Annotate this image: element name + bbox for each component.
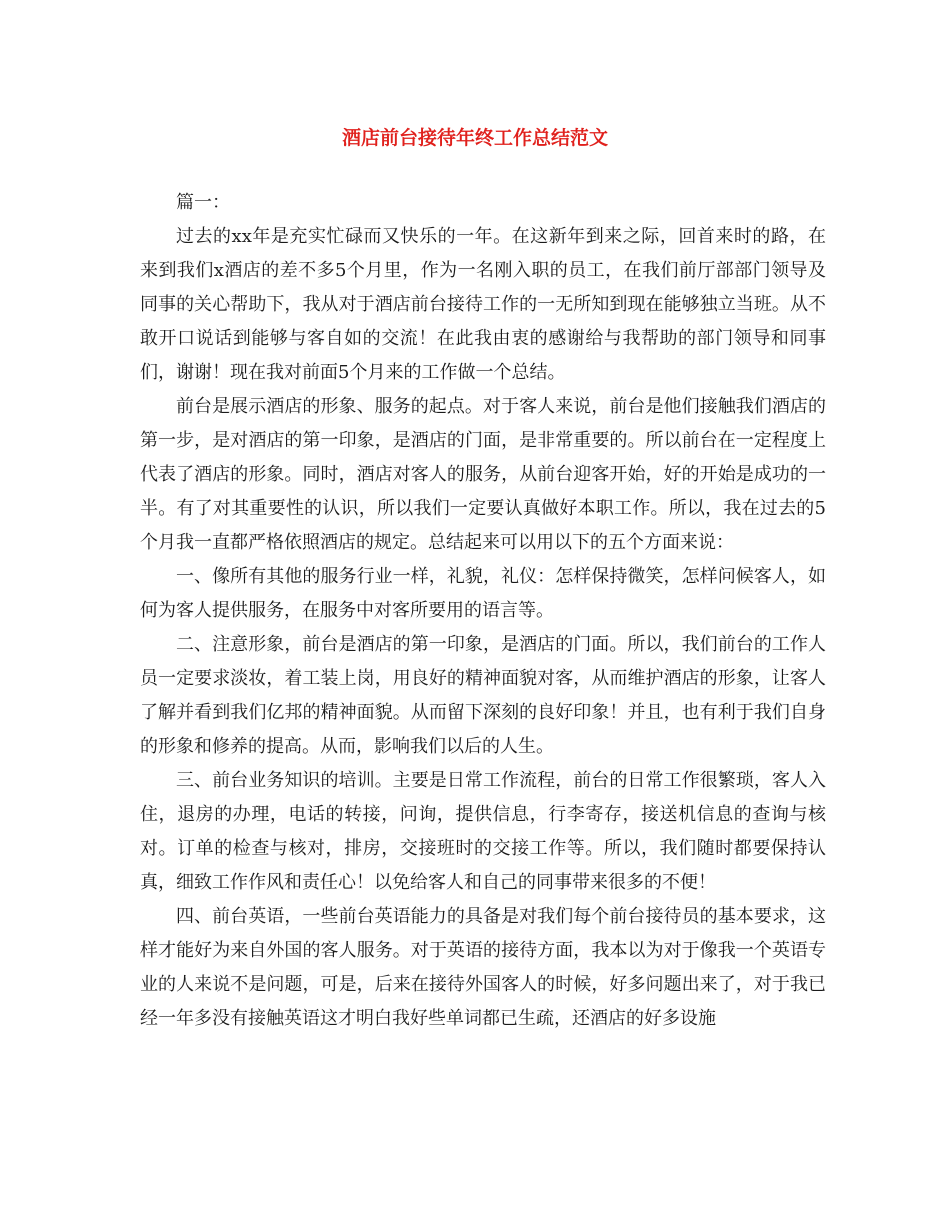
document-title: 酒店前台接待年终工作总结范文 bbox=[341, 127, 608, 149]
paragraph-intro: 过去的xx年是充实忙碌而又快乐的一年。在这新年到来之际，回首来时的路，在来到我们x酒店的差不多5个月里，作为一名刚入职的员工，在我们前厅部部门领导及同事的关心帮助下，我从对于酒店前台接待工作的一无所知到现在能够独立当班。从不敢开口说话到能够与客自如的交流！在此我由衷的感谢给与我帮助的部门领导和同事们，谢谢！现在我对前面5个月来的工作做一个总结。 bbox=[140, 226, 826, 383]
document-body bbox=[140, 186, 826, 1036]
paragraph-point-1: 一、像所有其他的服务行业一样，礼貌，礼仪：怎样保持微笑，怎样问候客人，如何为客人提供服务，在服务中对客所要用的语言等。 bbox=[140, 566, 826, 621]
paragraph-point-4: 四、前台英语，一些前台英语能力的具备是对我们每个前台接待员的基本要求，这样才能好为来自外国的客人服务。对于英语的接待方面，我本以为对于像我一个英语专业的人来说不是问题，可是，后来在接待外国客人的时候，好多问题出来了，对于我已经一年多没有接触英语这才明白我好些单词都已生疏，还酒店的好多设施 bbox=[140, 906, 826, 1029]
paragraph-point-3: 三、前台业务知识的培训。主要是日常工作流程，前台的日常工作很繁琐，客人入住，退房的办理，电话的转接，问询，提供信息，行李寄存，接送机信息的查询与核对。订单的检查与核对，排房，交接班时的交接工作等。所以，我们随时都要保持认真，细致工作作风和责任心！以免给客人和自己的同事带来很多的不便！ bbox=[140, 770, 826, 893]
paragraph-point-2: 二、注意形象，前台是酒店的第一印象，是酒店的门面。所以，我们前台的工作人员一定要求淡妆，着工装上岗，用良好的精神面貌对客，从而维护酒店的形象，让客人了解并看到我们亿邦的精神面貌。从而留下深刻的良好印象！并且，也有利于我们自身的形象和修养的提高。从而，影响我们以后的人生。 bbox=[140, 634, 826, 757]
section-heading: 篇一： bbox=[176, 192, 230, 213]
paragraph-front-desk: 前台是展示酒店的形象、服务的起点。对于客人来说，前台是他们接触我们酒店的第一步，是对酒店的第一印象，是酒店的门面，是非常重要的。所以前台在一定程度上代表了酒店的形象。同时，酒店对客人的服务，从前台迎客开始，好的开始是成功的一半。有了对其重要性的认识，所以我们一定要认真做好本职工作。所以，我在过去的5个月我一直都严格依照酒店的规定。总结起来可以用以下的五个方面来说： bbox=[140, 396, 826, 553]
